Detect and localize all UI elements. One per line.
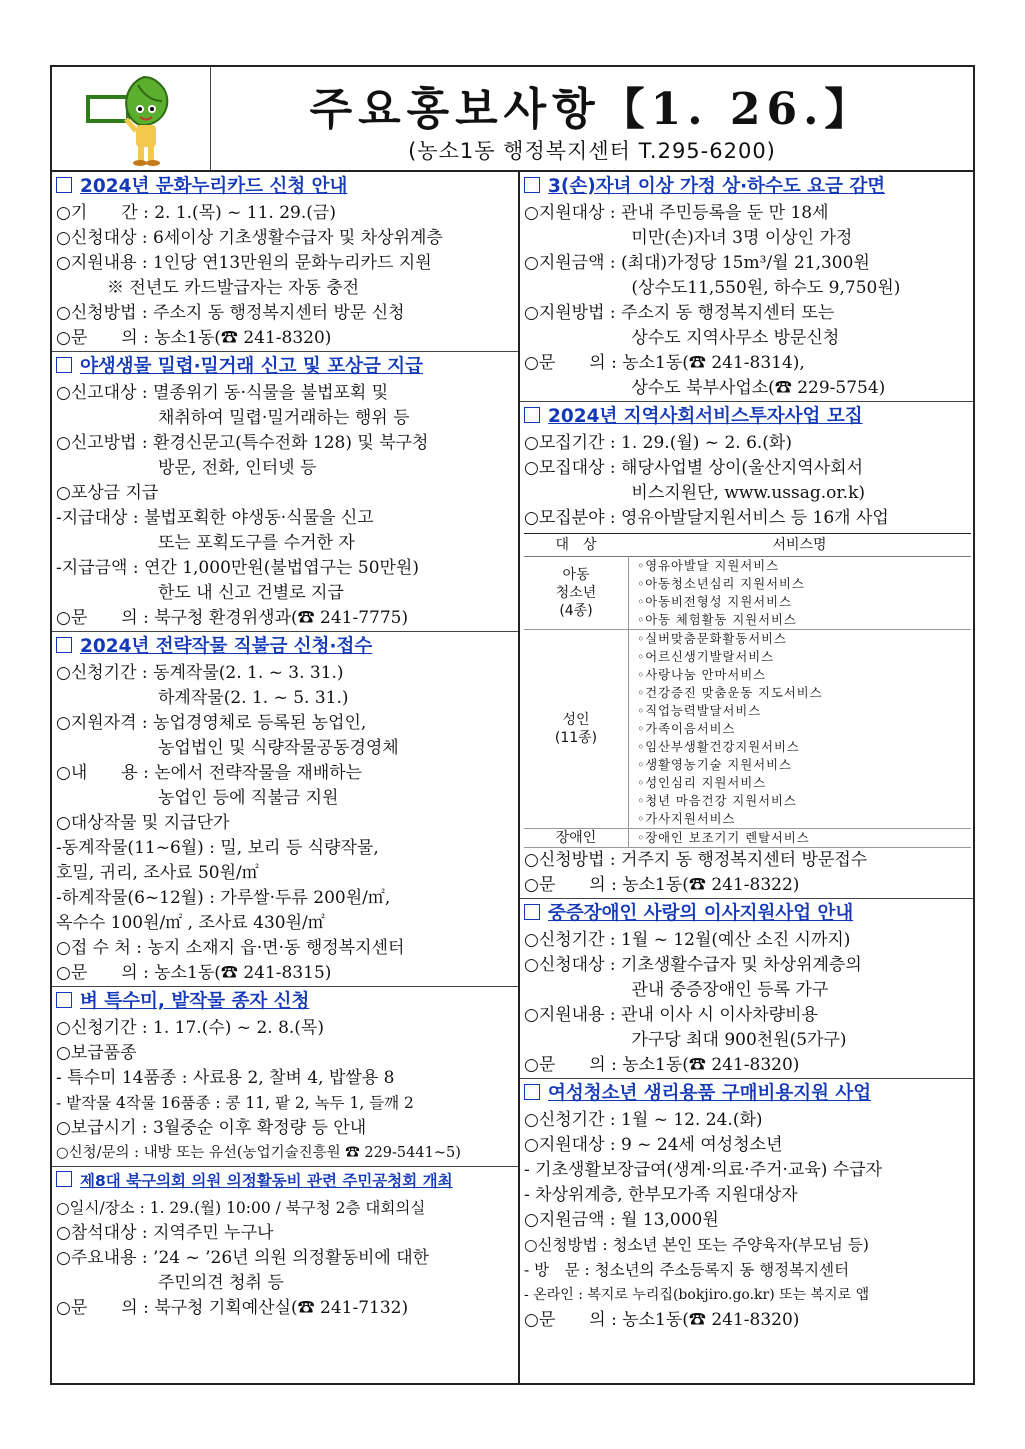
info-line: ○일시/장소 : 1. 29.(월) 10:00 / 북구청 2층 대회의실 — [56, 1199, 426, 1217]
info-line: ○신청기간 : 1월 ~ 12월(예산 소진 시까지) — [524, 930, 851, 950]
table-services: ◦장애인 보조기기 렌탈서비스 — [637, 831, 810, 845]
table-services: ◦영유아발달 지원서비스 ◦아동청소년심리 지원서비스 ◦아동비전형성 지원서비스 ◦아동 체험활동 지원서비스 — [637, 559, 805, 627]
info-line: -지급금액 : 연간 1,000만원(불법엽구는 50만원) — [56, 558, 419, 578]
section-public-hearing — [52, 1167, 518, 1321]
checkbox-icon — [56, 357, 72, 373]
info-line: ○문 의 : 농소1동(☎ 241-8314), — [524, 353, 805, 373]
section-heading: 야생생물 밀렵·밀거래 신고 및 포상금 지급 — [52, 352, 518, 381]
info-line: - 차상위계층, 한부모가족 지원대상자 — [524, 1185, 798, 1205]
info-line: -하계작물(6~12월) : 가루쌀·두류 200원/㎡, — [56, 888, 391, 908]
info-line: ○신청/문의 : 내방 또는 유선(농업기술진흥원 ☎ 229-5441~5) — [56, 1145, 461, 1161]
info-line: -지급대상 : 불법포획한 야생동·식물을 신고 — [56, 508, 374, 528]
info-line: ○모집기간 : 1. 29.(월) ~ 2. 6.(화) — [524, 433, 792, 453]
info-line: ○신고대상 : 멸종위기 동·식물을 불법포획 및 — [56, 383, 389, 403]
checkbox-icon — [56, 1171, 72, 1187]
info-line: ○모집대상 : 해당사업별 상이(울산지역사회서 — [524, 458, 864, 478]
info-line: ○신청방법 : 거주지 동 행정복지센터 방문접수 — [524, 850, 868, 870]
info-line: -동계작물(11~6월) : 밀, 보리 등 식량작물, — [56, 838, 379, 858]
checkbox-icon — [56, 637, 72, 653]
header — [52, 67, 973, 172]
mascot-logo — [52, 67, 211, 170]
info-line: ○지원자격 : 농업경영체로 등록된 농업인, — [56, 713, 367, 733]
info-line: 상수도 북부사업소(☎ 229-5754) — [524, 378, 886, 398]
right-column — [520, 172, 973, 1383]
info-line: - 온라인 : 복지로 누리집(bokjiro.go.kr) 또는 복지로 앱 — [524, 1287, 870, 1303]
info-line: 호밀, 귀리, 조사료 50원/㎡ — [56, 863, 259, 883]
info-line: 한도 내 신고 건별로 지급 — [56, 583, 344, 603]
checkbox-icon — [524, 407, 540, 423]
info-line: ○신청대상 : 기초생활수급자 및 차상위계층의 — [524, 955, 862, 975]
table-row — [524, 829, 971, 848]
info-line: - 밭작물 4작물 16품종 : 콩 11, 팥 2, 녹두 1, 들깨 2 — [56, 1094, 414, 1112]
page-subtitle: (농소1동 행정복지센터 T.295-6200) — [408, 139, 776, 163]
section-culture-card — [52, 172, 518, 352]
info-line: 관내 중증장애인 등록 가구 — [524, 980, 829, 1000]
info-line: ○신청방법 : 청소년 본인 또는 주양육자(부모님 등) — [524, 1236, 869, 1254]
checkbox-icon — [524, 1084, 540, 1100]
section-heading: 여성청소년 생리용품 구매비용지원 사업 — [520, 1079, 973, 1108]
info-line: 옥수수 100원/㎡ , 조사료 430원/㎡ — [56, 913, 325, 933]
info-line: - 방 문 : 청소년의 주소등록지 동 행정복지센터 — [524, 1261, 850, 1279]
info-line: 또는 포획도구를 수거한 자 — [56, 533, 355, 553]
info-line: ○대상작물 및 지급단가 — [56, 813, 230, 833]
table-header — [524, 534, 971, 557]
info-line: ○지원내용 : 1인당 연13만원의 문화누리카드 지원 — [56, 253, 432, 273]
table-category: 아동 청소년 (4종) — [524, 557, 629, 629]
info-line: 채취하여 밀렵·밀거래하는 행위 등 — [56, 408, 410, 428]
left-column — [52, 172, 520, 1383]
info-line: ○주요내용 : ’24 ~ ’26년 의원 의정활동비에 대한 — [56, 1248, 430, 1268]
section-moving-support — [520, 899, 973, 1079]
info-line: ○신청기간 : 1월 ~ 12. 24.(화) — [524, 1110, 763, 1130]
info-line: ○신청방법 : 주소지 동 행정복지센터 방문 신청 — [56, 303, 405, 323]
info-line: ○지원대상 : 관내 주민등록을 둔 만 18세 — [524, 203, 829, 223]
info-line: 비스지원단, www.ussag.or.k) — [524, 483, 866, 503]
table-category: 성인 (11종) — [524, 630, 629, 828]
section-community-service — [520, 402, 973, 899]
info-line: 농업법인 및 식량작물공동경영체 — [56, 738, 399, 758]
info-line: ○지원대상 : 9 ~ 24세 여성청소년 — [524, 1135, 783, 1155]
section-water-discount — [520, 172, 973, 402]
info-line: ※ 전년도 카드발급자는 자동 충전 — [56, 278, 360, 298]
info-line: ○신청대상 : 6세이상 기초생활수급자 및 차상위계층 — [56, 228, 443, 248]
info-line: ○모집분야 : 영유아발달지원서비스 등 16개 사업 — [524, 508, 889, 528]
info-line: - 기초생활보장급여(생계·의료·주거·교육) 수급자 — [524, 1160, 883, 1180]
table-header-service: 서비스명 — [772, 537, 827, 553]
info-line: ○지원내용 : 관내 이사 시 이사차량비용 — [524, 1005, 818, 1025]
checkbox-icon — [524, 904, 540, 920]
info-line: ○보급품종 — [56, 1043, 137, 1063]
notice-frame — [50, 65, 975, 1385]
info-line: ○신청기간 : 1. 17.(수) ~ 2. 8.(목) — [56, 1018, 324, 1038]
section-heading: 2024년 전략작물 직불금 신청·접수 — [52, 632, 518, 661]
info-line: 미만(손)자녀 3명 이상인 가정 — [524, 228, 853, 248]
info-line: 방문, 전화, 인터넷 등 — [56, 458, 317, 478]
table-category: 장애인 — [524, 829, 629, 847]
section-seed-application — [52, 987, 518, 1167]
info-line: ○신고방법 : 환경신문고(특수전화 128) 및 북구청 — [56, 433, 429, 453]
page-title: 주요홍보사항【1. 26.】 — [309, 84, 875, 135]
info-line: (상수도11,550원, 하수도 9,750원) — [524, 278, 901, 298]
info-line: ○포상금 지급 — [56, 483, 159, 503]
section-hygiene-products — [520, 1079, 973, 1333]
info-line: ○보급시기 : 3월중순 이후 확정량 등 안내 — [56, 1118, 367, 1138]
section-heading: 벼 특수미, 밭작물 종자 신청 — [52, 987, 518, 1016]
info-line: ○기 간 : 2. 1.(목) ~ 11. 29.(금) — [56, 203, 336, 223]
info-line: ○문 의 : 농소1동(☎ 241-8315) — [56, 963, 332, 983]
table-row — [524, 557, 971, 630]
info-line: ○신청기간 : 동계작물(2. 1. ~ 3. 31.) — [56, 663, 344, 683]
info-line: ○접 수 처 : 농지 소재지 읍·면·동 행정복지센터 — [56, 938, 405, 958]
info-line: 농업인 등에 직불금 지원 — [56, 788, 339, 808]
checkbox-icon — [524, 177, 540, 193]
info-line: 가구당 최대 900천원(5가구) — [524, 1030, 847, 1050]
info-line: ○지원금액 : 월 13,000원 — [524, 1210, 719, 1230]
table-row — [524, 630, 971, 829]
info-line: 하계작물(2. 1. ~ 5. 31.) — [56, 688, 349, 708]
info-line: ○지원금액 : (최대)가정당 15m³/월 21,300원 — [524, 253, 870, 273]
checkbox-icon — [56, 177, 72, 193]
info-line: ○지원방법 : 주소지 동 행정복지센터 또는 — [524, 303, 835, 323]
checkbox-icon — [56, 992, 72, 1008]
service-table — [524, 533, 971, 848]
info-line: ○문 의 : 농소1동(☎ 241-8320) — [524, 1310, 800, 1330]
section-heading: 2024년 지역사회서비스투자사업 모집 — [520, 402, 973, 431]
section-heading: 2024년 문화누리카드 신청 안내 — [52, 172, 518, 201]
section-heading: 3(손)자녀 이상 가정 상·하수도 요금 감면 — [520, 172, 973, 201]
info-line: ○문 의 : 농소1동(☎ 241-8320) — [524, 1055, 800, 1075]
info-line: - 특수미 14품종 : 사료용 2, 찰벼 4, 밥쌀용 8 — [56, 1068, 395, 1088]
info-line: ○문 의 : 농소1동(☎ 241-8322) — [524, 875, 800, 895]
section-heading: 제8대 북구의회 의원 의정활동비 관련 주민공청회 개최 — [52, 1167, 518, 1196]
info-line: 주민의견 청취 등 — [56, 1273, 284, 1293]
section-wildlife-report — [52, 352, 518, 632]
info-line: ○문 의 : 농소1동(☎ 241-8320) — [56, 328, 332, 348]
info-line: ○문 의 : 북구청 환경위생과(☎ 241-7775) — [56, 608, 409, 628]
table-header-target: 대 상 — [555, 537, 597, 553]
info-line: ○문 의 : 북구청 기획예산실(☎ 241-7132) — [56, 1298, 409, 1318]
section-strategic-crops — [52, 632, 518, 987]
section-heading: 중증장애인 사랑의 이사지원사업 안내 — [520, 899, 973, 928]
info-line: 상수도 지역사무소 방문신청 — [524, 328, 840, 348]
info-line: ○참석대상 : 지역주민 누구나 — [56, 1223, 274, 1243]
table-services: ◦실버맞춤문화활동서비스 ◦어르신생기발랄서비스 ◦사랑나눔 안마서비스 ◦건강증진 맞춤운동 지도서비스 ◦직업능력발달서비스 ◦가족이음서비스 ◦임산부생활건강지원서비스 ◦생활영농기술 지원서비스 ◦성인심리 지원서비스 ◦청년 마음건강 지원서비스 ◦가사지원서비스 — [637, 632, 823, 826]
info-line: ○내 용 : 논에서 전략작물을 재배하는 — [56, 763, 363, 783]
